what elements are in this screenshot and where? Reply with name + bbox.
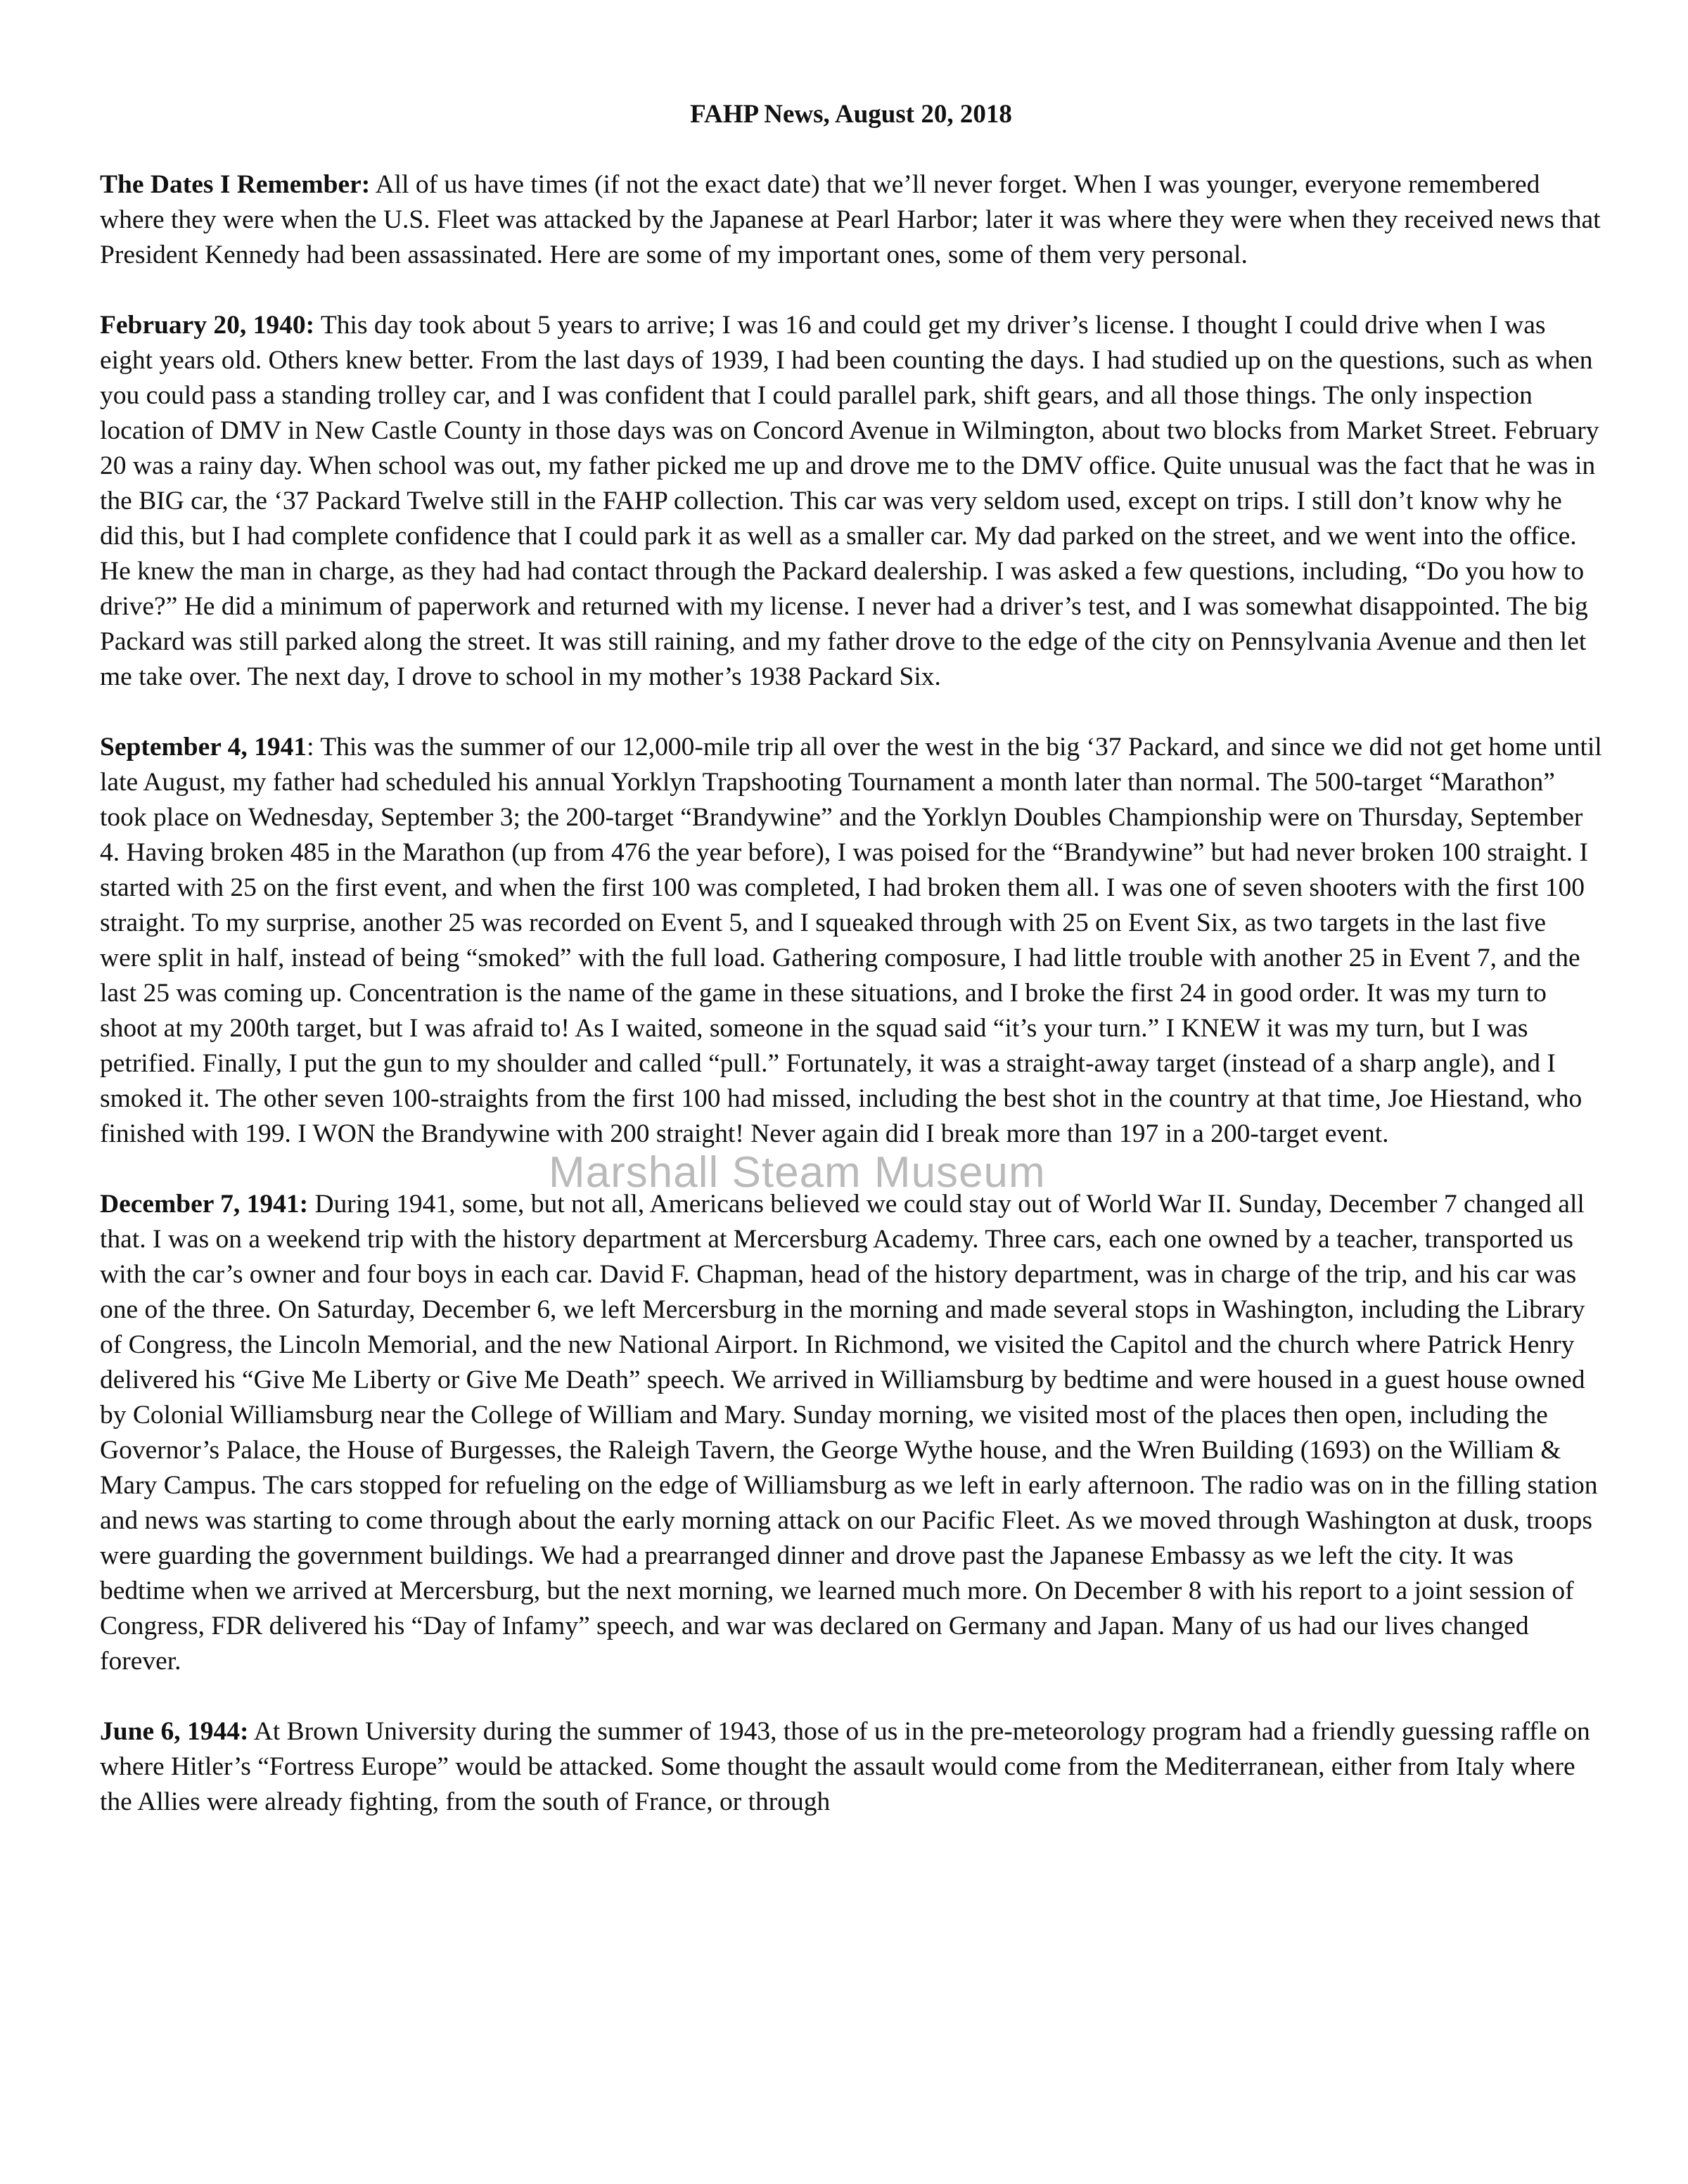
paragraph-feb-20-1940 [100, 308, 1602, 695]
paragraph-heading: February 20, 1940: [100, 311, 315, 340]
paragraph-sep-4-1941 [100, 730, 1602, 1152]
paragraph-dec-7-1941 [100, 1187, 1602, 1679]
watermark: Marshall Steam Museum [549, 1148, 1046, 1197]
paragraph-heading: June 6, 1944: [100, 1717, 249, 1746]
paragraph-text: This day took about 5 years to arrive; I was 16 and could get my driver’s license. I thought I could drive when I was eight years old. Others knew better. From the last days of 1939, I had been counting the days. I had studied up on the questions, such as when you could pass a standing trolley car, and I was confident that I could parallel park, shift gears, and all those things. The only inspection location of DMV in New Castle County in those days was on Concord Avenue in Wilmington, about two blocks from Market Street. February 20 was a rainy day. When school was out, my father picked me up and drove me to the DMV office. Quite unusual was the fact that he was in the BIG car, the ‘37 Packard Twelve still in the FAHP collection. This car was very seldom used, except on trips. I still don’t know why he did this, but I had complete confidence that I could park it as well as a smaller car. My dad parked on the street, and we went into the office. He knew the man in charge, as they had had contact through the Packard dealership. I was asked a few questions, including, “Do you how to drive?” He did a minimum of paperwork and returned with my license. I never had a driver’s test, and I was somewhat disappointed. The big Packard was still parked along the street. It was still raining, and my father drove to the edge of the city on Pennsylvania Avenue and then let me take over. The next day, I drove to school in my mother’s 1938 Packard Six. [100, 311, 1599, 691]
paragraph-text: During 1941, some, but not all, Americans believed we could stay out of World War II. Sunday, December 7 changed all that. I was on a weekend trip with the history department at Mercersburg Academy. Three cars, each one owned by a teacher, transported us with the car’s owner and four boys in each car. David F. Chapman, head of the history department, was in charge of the trip, and his car was one of the three. On Saturday, December 6, we left Mercersburg in the morning and made several stops in Washington, including the Library of Congress, the Lincoln Memorial, and the new National Airport. In Richmond, we visited the Capitol and the church where Patrick Henry delivered his “Give Me Liberty or Give Me Death” speech. We arrived in Williamsburg by bedtime and were housed in a guest house owned by Colonial Williamsburg near the College of William and Mary. Sunday morning, we visited most of the places then open, including the Governor’s Palace, the House of Burgesses, the Raleigh Tavern, the George Wythe house, and the Wren Building (1693) on the William & Mary Campus. The cars stopped for refueling on the edge of Williamsburg as we left in early afternoon. The radio was on in the filling station and news was starting to come through about the early morning attack on our Pacific Fleet. As we moved through Washington at dusk, troops were guarding the government buildings. We had a prearranged dinner and drove past the Japanese Embassy as we left the city. It was bedtime when we arrived at Mercersburg, but the next morning, we learned much more. On December 8 with his report to a joint session of Congress, FDR delivered his “Day of Infamy” speech, and war was declared on Germany and Japan. Many of us had our lives changed forever. [100, 1190, 1598, 1676]
paragraph-heading: September 4, 1941 [100, 733, 307, 762]
paragraph-text: At Brown University during the summer of 1943, those of us in the pre-meteorology program had a friendly guessing raffle on where Hitler’s “Fortress Europe” would be attacked. Some thought the assault would come from the Mediterranean, either from Italy where the Allies were already fighting, from the south of France, or through [100, 1717, 1590, 1816]
document-page [100, 97, 1602, 1855]
paragraph-jun-6-1944 [100, 1714, 1602, 1820]
paragraph-heading: The Dates I Remember: [100, 170, 371, 199]
paragraph-text: All of us have times (if not the exact date) that we’ll never forget. When I was younger, everyone remembered where they were when the U.S. Fleet was attacked by the Japanese at Pearl Harbor; later it was where they were when they received news that President Kennedy had been assassinated. Here are some of my important ones, some of them very personal. [100, 170, 1601, 269]
document-title: FAHP News, August 20, 2018 [690, 100, 1012, 129]
paragraph-dates-i-remember [100, 167, 1602, 273]
paragraph-heading: December 7, 1941: [100, 1190, 309, 1219]
paragraph-text: : This was the summer of our 12,000-mile trip all over the west in the big ‘37 Packard, and since we did not get home until late August, my father had scheduled his annual Yorklyn Trapshooting Tournament a month later than normal. The 500-target “Marathon” took place on Wednesday, September 3; the 200-target “Brandywine” and the Yorklyn Doubles Championship were on Thursday, September 4. Having broken 485 in the Marathon (up from 476 the year before), I was poised for the “Brandywine” but had never broken 100 straight. I started with 25 on the first event, and when the first 100 was completed, I had broken them all. I was one of seven shooters with the first 100 straight. To my surprise, another 25 was recorded on Event 5, and I squeaked through with 25 on Event Six, as two targets in the last five were split in half, instead of being “smoked” with the full load. Gathering composure, I had little trouble with another 25 in Event 7, and the last 25 was coming up. Concentration is the name of the game in these situations, and I broke the first 24 in good order. It was my turn to shoot at my 200th target, but I was afraid to! As I waited, someone in the squad said “it’s your turn.” I KNEW it was my turn, but I was petrified. Finally, I put the gun to my shoulder and called “pull.” Fortunately, it was a straight-away target (instead of a sharp angle), and I smoked it. The other seven 100-straights from the first 100 had missed, including the best shot in the country at that time, Joe Hiestand, who finished with 199. I WON the Brandywine with 200 straight! Never again did I break more than 197 in a 200-target event. [100, 733, 1602, 1148]
